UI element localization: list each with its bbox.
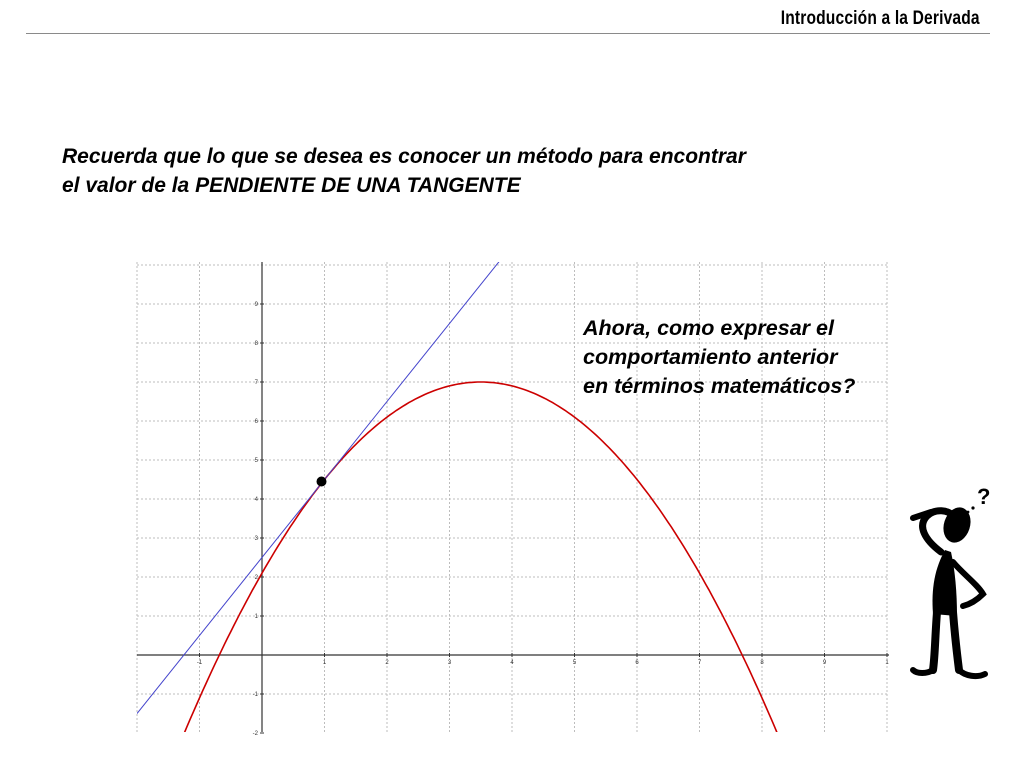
y-tick-label: 3 — [254, 536, 258, 542]
y-tick-label: 2 — [254, 575, 258, 581]
x-tick-label: 1 — [885, 660, 889, 666]
header-title: Introducción a la Derivada — [780, 8, 980, 29]
x-tick-label: 4 — [510, 660, 514, 666]
y-tick-label: 8 — [254, 341, 258, 347]
tangent-point — [317, 477, 327, 487]
question-mark-glyph: ? — [977, 484, 991, 509]
callout-line-3: en términos matemáticos? — [583, 374, 856, 398]
x-tick-label: 1 — [322, 660, 327, 666]
x-tick-label: 6 — [635, 660, 639, 666]
x-tick-label: 3 — [447, 660, 452, 666]
x-tick-label: 9 — [822, 660, 827, 666]
highlight-point-layer — [317, 477, 327, 487]
main-statement-line-2: el valor de la PENDIENTE DE UNA TANGENTE — [62, 174, 521, 197]
y-tick-label: 6 — [254, 419, 258, 425]
figure-right-foot — [959, 670, 985, 676]
figure-left-foot — [913, 670, 933, 673]
callout-line-2: comportamiento anterior — [583, 345, 838, 369]
main-statement-line-1: Recuerda que lo que se desea es conocer un método para encontrar — [62, 145, 746, 168]
figure-hip-arm — [953, 562, 983, 606]
callout-line-1: Ahora, como expresar el — [583, 316, 834, 340]
thought-dot — [971, 506, 974, 509]
figure-right-leg — [953, 612, 959, 670]
y-tick-label: -2 — [252, 731, 258, 737]
y-tick-label: 5 — [254, 458, 258, 464]
x-tick-label: 2 — [385, 660, 389, 666]
y-tick-label: -1 — [252, 692, 258, 698]
x-tick-label: -1 — [196, 660, 203, 666]
x-tick-label: 7 — [697, 660, 702, 666]
x-tick-label: 8 — [760, 660, 764, 666]
y-tick-label: 7 — [254, 380, 258, 386]
thinking-person-icon — [905, 478, 1001, 693]
x-tick-label: 5 — [572, 660, 577, 666]
y-tick-label: 9 — [254, 302, 258, 308]
y-tick-label: 1 — [254, 614, 258, 620]
figure-left-leg — [933, 612, 937, 670]
callout-question — [583, 314, 913, 401]
y-tick-label: 4 — [254, 497, 258, 503]
